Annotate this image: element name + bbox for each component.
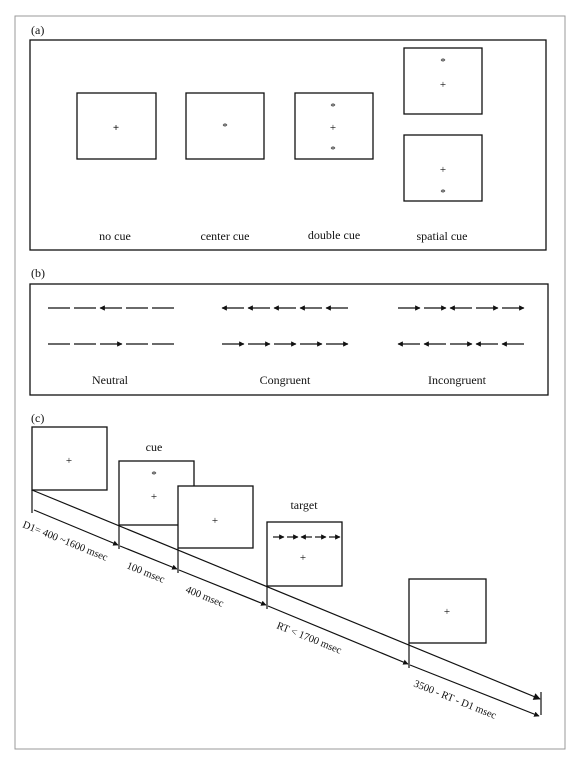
cue-label: cue (145, 440, 163, 454)
double-cue-bottom-asterisk: * (330, 144, 336, 156)
panel-b (30, 266, 548, 395)
no-cue-fixation: + (112, 122, 120, 134)
neutral-label: Neutral (92, 373, 128, 387)
center-cue-asterisk: * (222, 121, 228, 133)
spatial-cue-top-asterisk: * (440, 56, 446, 68)
panel-a-label: (a) (31, 23, 45, 37)
spatial-cue-label: spatial cue (416, 229, 468, 243)
spatial-cue-bottom-fixation: + (439, 164, 447, 176)
panel-a (30, 23, 546, 250)
cue-box-fixation: + (150, 491, 158, 503)
panel-c-label: (c) (31, 411, 45, 425)
duration-rt: RT < 1700 msec (274, 620, 343, 657)
double-cue-top-asterisk: * (330, 101, 336, 113)
post-cue-fixation-symbol: + (211, 515, 219, 527)
fixation-box-symbol: + (65, 455, 73, 467)
panel-c (21, 411, 541, 722)
center-cue-label: center cue (200, 229, 250, 243)
congruent-label: Congruent (259, 373, 311, 387)
duration-post-cue: 400 msec (183, 584, 226, 610)
panel-b-label: (b) (31, 266, 45, 280)
spatial-cue-top-fixation: + (439, 79, 447, 91)
target-label: target (290, 498, 318, 512)
double-cue-fixation: + (329, 122, 337, 134)
duration-d1: D1= 400 ~1600 msec (20, 519, 110, 564)
final-fixation-symbol: + (443, 606, 451, 618)
target-arrows-text: →→←→→ (301, 538, 307, 539)
duration-cue: 100 msec (124, 560, 167, 586)
double-cue-label: double cue (307, 228, 361, 242)
spatial-cue-bottom-asterisk: * (440, 187, 446, 199)
target-box-fixation: + (299, 552, 307, 564)
no-cue-label: no cue (99, 229, 131, 243)
duration-iti: 3500 - RT - D1 msec (411, 678, 498, 722)
cue-box-asterisk: * (151, 469, 157, 481)
incongruent-label: Incongruent (428, 373, 486, 387)
